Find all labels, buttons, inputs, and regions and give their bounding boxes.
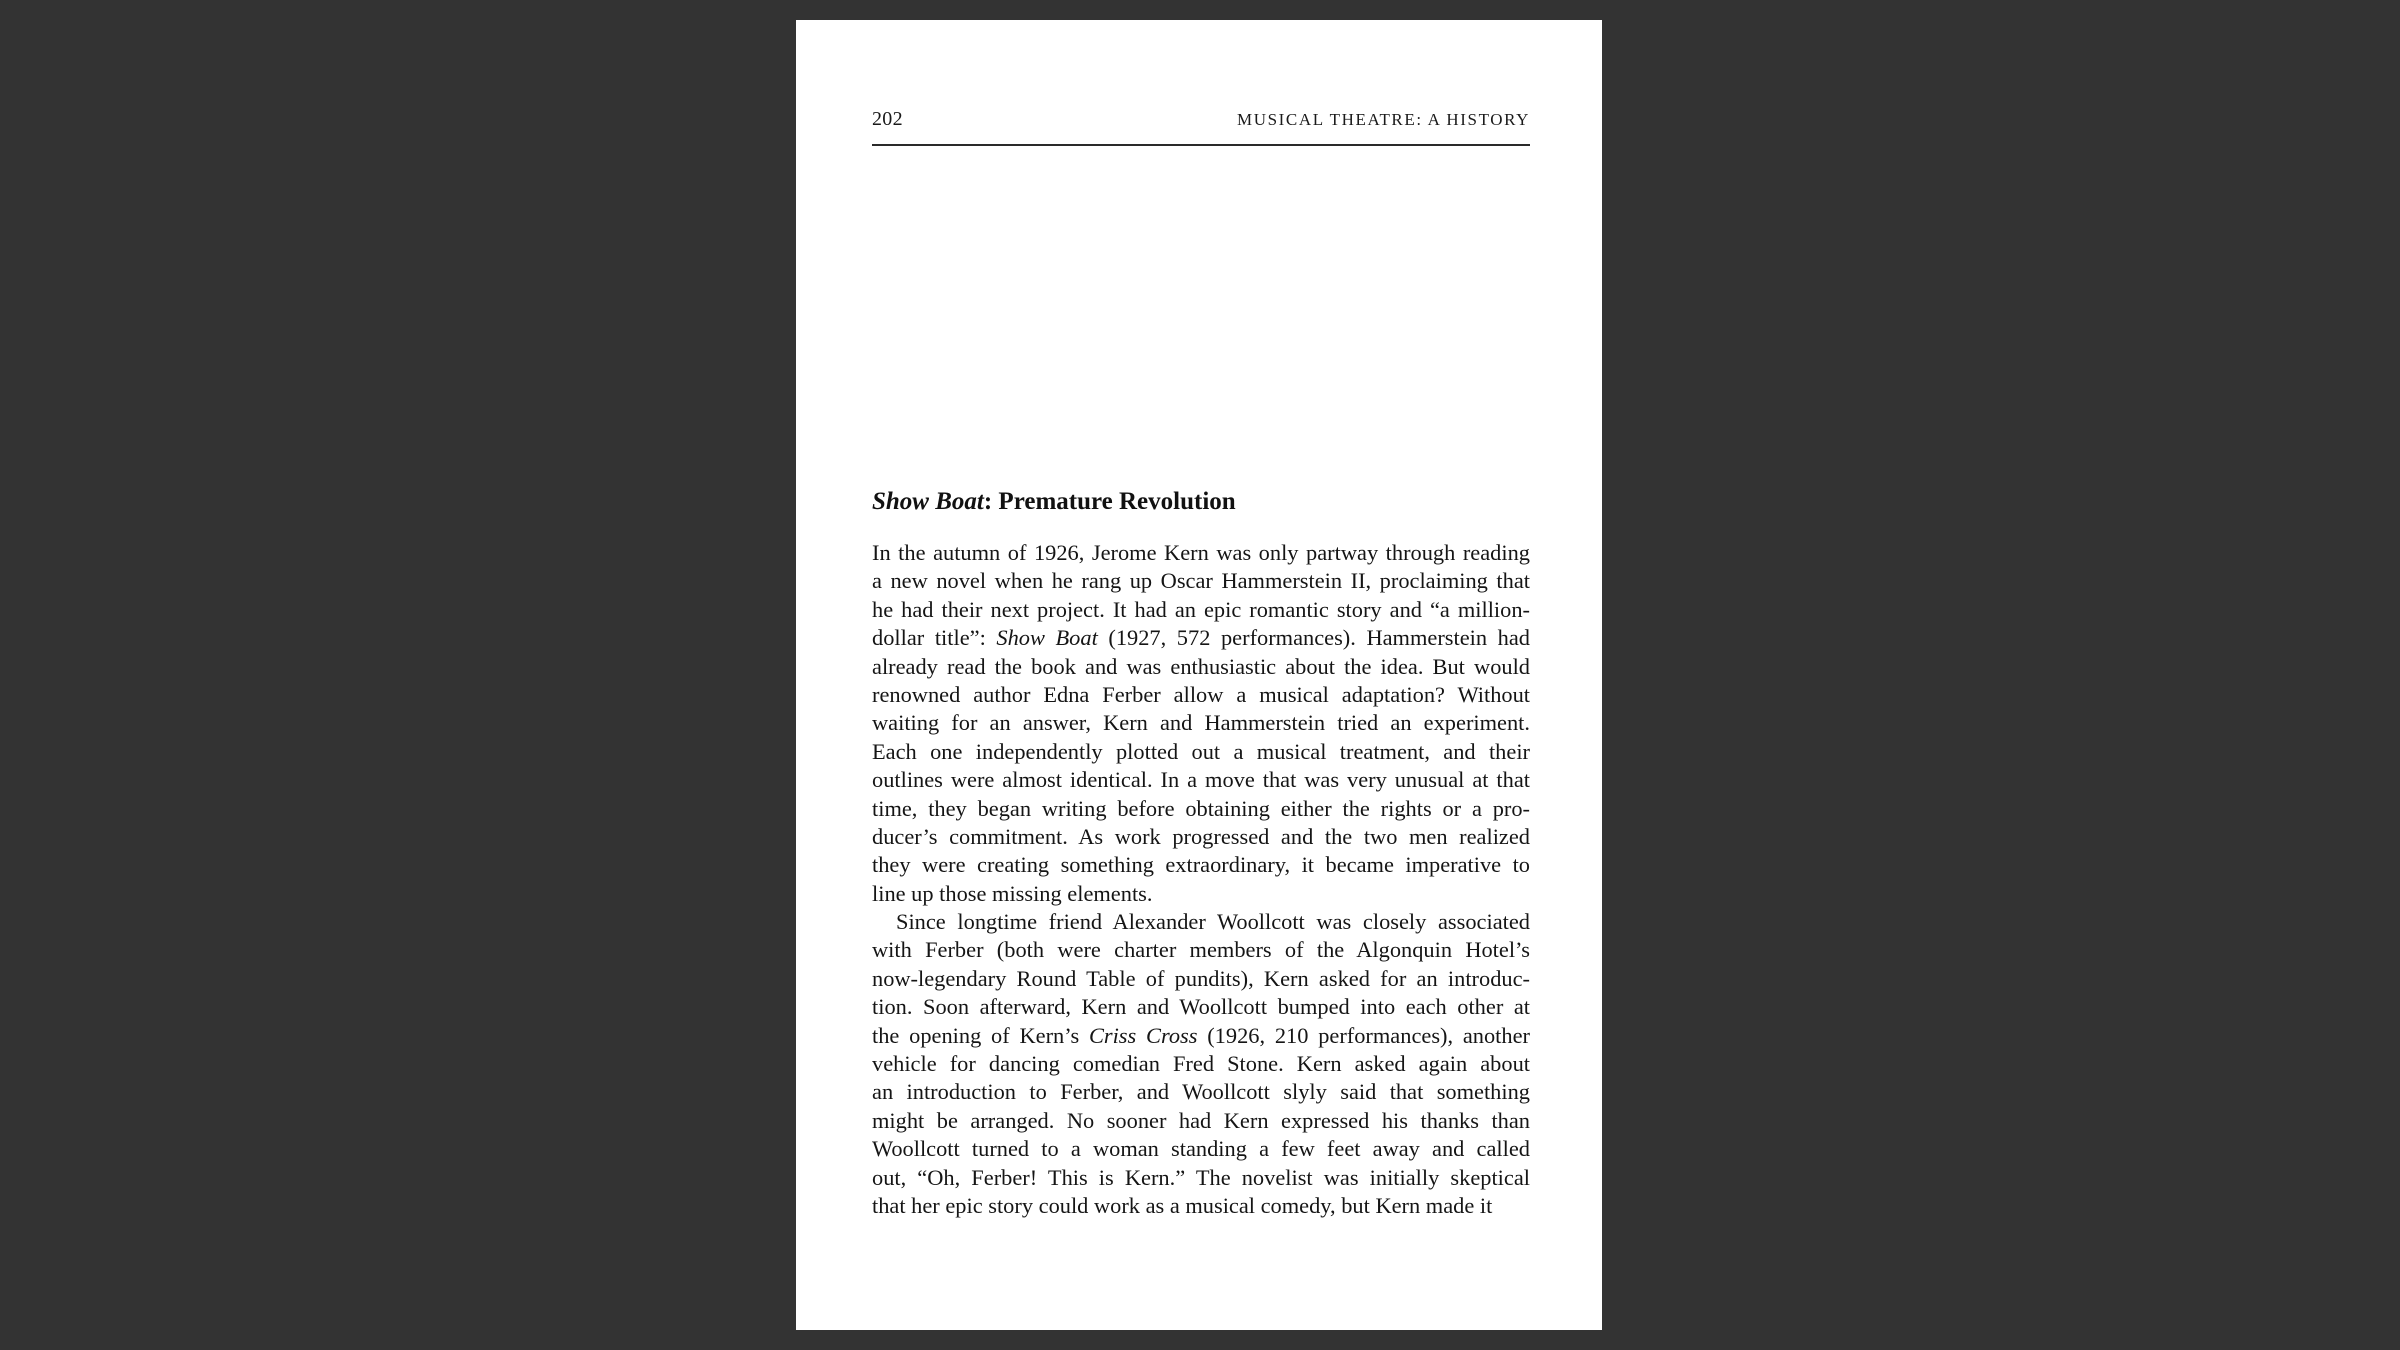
text-line bbox=[872, 1135, 1530, 1163]
text-line bbox=[872, 709, 1530, 737]
text-run: he had their next project. It had an epic romantic story and “a million- bbox=[872, 596, 1530, 622]
text-line bbox=[872, 766, 1530, 794]
body-text bbox=[872, 539, 1530, 1220]
text-line bbox=[872, 1164, 1530, 1192]
running-title: MUSICAL THEATRE: A HISTORY bbox=[1236, 110, 1530, 129]
text-line bbox=[872, 1192, 1530, 1220]
book-page bbox=[796, 20, 1602, 1330]
text-line bbox=[872, 1107, 1530, 1135]
text-run: Since longtime friend Alexander Woollcott was closely associated bbox=[896, 909, 1530, 935]
section-heading-rest: : Premature Revolution bbox=[983, 488, 1236, 515]
text-line bbox=[872, 795, 1530, 823]
text-line bbox=[872, 596, 1530, 624]
text-line bbox=[872, 539, 1530, 567]
text-run: already read the book and was enthusiastic about the idea. But would bbox=[872, 653, 1530, 679]
text-run: ducer’s commitment. As work progressed and the two men realized bbox=[872, 823, 1530, 849]
text-run: waiting for an answer, Kern and Hammerstein tried an experiment. bbox=[872, 710, 1530, 736]
text-line bbox=[872, 1078, 1530, 1106]
text-line bbox=[872, 1022, 1530, 1050]
text-run: Each one independently plotted out a musical treatment, and their bbox=[872, 738, 1530, 764]
italic-title: Show Boat bbox=[996, 625, 1098, 651]
text-line bbox=[872, 681, 1530, 709]
text-run: a new novel when he rang up Oscar Hammerstein II, proclaiming that bbox=[872, 568, 1530, 594]
page-number: 202 bbox=[872, 108, 903, 130]
text-run: with Ferber (both were charter members of the Algonquin Hotel’s bbox=[872, 937, 1530, 963]
text-run: outlines were almost identical. In a move that was very unusual at that bbox=[872, 767, 1530, 793]
text-run: out, “Oh, Ferber! This is Kern.” The novelist was initially skeptical bbox=[872, 1164, 1530, 1190]
section-heading bbox=[872, 488, 1530, 516]
text-run: (1927, 572 performances). Hammerstein had bbox=[1097, 625, 1530, 651]
text-line bbox=[872, 993, 1530, 1021]
paragraph bbox=[872, 908, 1530, 1220]
text-run: the opening of Kern’s bbox=[872, 1022, 1089, 1048]
paragraph bbox=[872, 539, 1530, 908]
text-line bbox=[872, 823, 1530, 851]
text-run: might be arranged. No sooner had Kern expressed his thanks than bbox=[872, 1107, 1530, 1133]
text-run: renowned author Edna Ferber allow a musical adaptation? Without bbox=[872, 681, 1530, 707]
text-run: dollar title”: bbox=[872, 625, 997, 651]
text-run: tion. Soon afterward, Kern and Woollcott bumped into each other at bbox=[872, 994, 1530, 1020]
text-run: (1926, 210 performances), another bbox=[1197, 1022, 1530, 1048]
text-run: line up those missing elements. bbox=[872, 880, 1153, 906]
text-run: they were creating something extraordinary, it became imperative to bbox=[872, 852, 1530, 878]
text-line bbox=[872, 851, 1530, 879]
text-run: now-legendary Round Table of pundits), Kern asked for an introduc- bbox=[872, 965, 1530, 991]
text-line bbox=[872, 653, 1530, 681]
italic-title: Criss Cross bbox=[1088, 1022, 1198, 1048]
text-line bbox=[872, 738, 1530, 766]
text-run: vehicle for dancing comedian Fred Stone. Kern asked again about bbox=[872, 1051, 1530, 1077]
text-line bbox=[872, 567, 1530, 595]
text-line bbox=[872, 624, 1530, 652]
text-line bbox=[872, 936, 1530, 964]
running-header bbox=[872, 84, 1530, 146]
text-run: Woollcott turned to a woman standing a few feet away and called bbox=[872, 1136, 1530, 1162]
text-run: In the autumn of 1926, Jerome Kern was only partway through reading bbox=[872, 540, 1530, 565]
section-heading-italic: Show Boat bbox=[872, 488, 984, 515]
text-line bbox=[872, 880, 1530, 908]
text-line bbox=[872, 965, 1530, 993]
text-run: that her epic story could work as a musical comedy, but Kern made it bbox=[872, 1192, 1493, 1218]
text-line bbox=[872, 908, 1530, 936]
text-run: time, they began writing before obtaining either the rights or a pro- bbox=[872, 795, 1530, 821]
text-run: an introduction to Ferber, and Woollcott slyly said that something bbox=[872, 1079, 1530, 1105]
text-line bbox=[872, 1050, 1530, 1078]
